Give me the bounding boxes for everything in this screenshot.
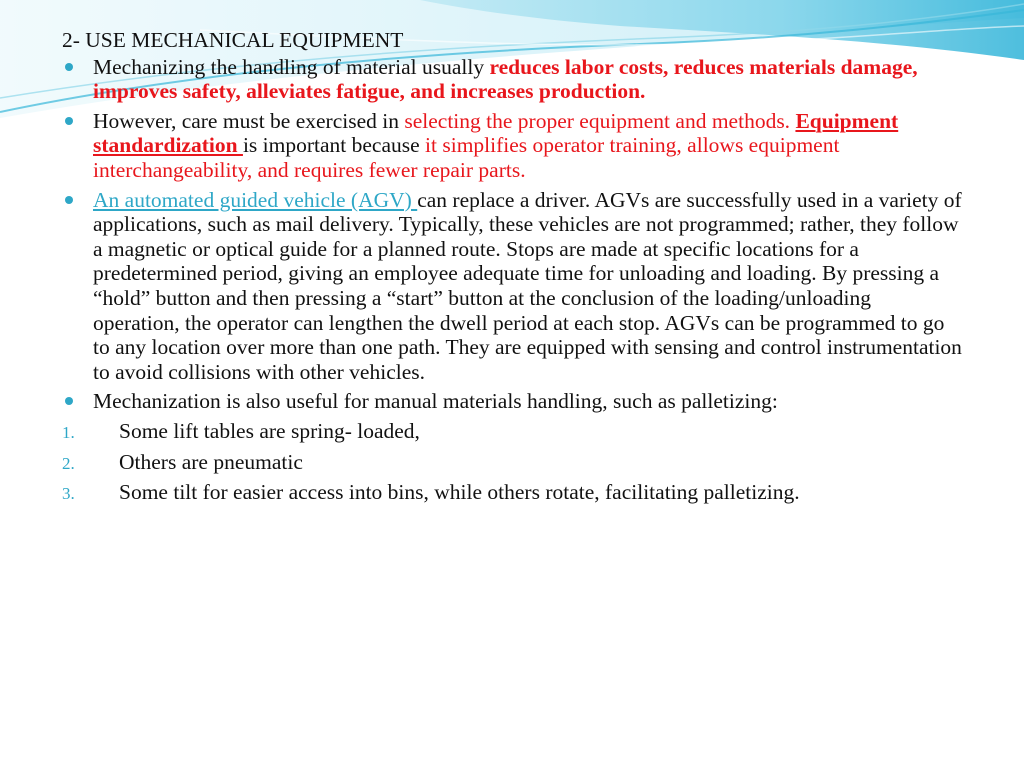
- numbered-text: Others are pneumatic: [119, 449, 303, 474]
- bullet-text: can replace a driver. AGVs are successfully used in a variety of applications, such as mail delivery. Typically, these vehicles are not programmed; rather, they follow a magnetic or optical guide for a planned route. Stops are made at specific locations for a predetermined period, giving an employee adequate time for unloading and loading. By pressing a “hold” button and then pressing a “start” button at the conclusion of the loading/unloading operation, the operator can lengthen the dwell period at each stop. AGVs can be programmed to go to any location over more than one path. They are equipped with sensing and control instrumentation to avoid collisions with other vehicles.: [93, 187, 962, 384]
- bullet-item-care: [62, 109, 962, 183]
- numbered-text: Some tilt for easier access into bins, while others rotate, facilitating palletizing.: [119, 480, 800, 505]
- bullet-item-agv: [62, 188, 962, 385]
- highlight-text: selecting the proper equipment and methods.: [404, 108, 791, 133]
- slide-content: [62, 28, 962, 511]
- bullet-dot-icon: [65, 63, 73, 71]
- numbered-item: [62, 450, 962, 475]
- bullet-text: is important because: [242, 133, 426, 158]
- item-number: 1.: [62, 422, 75, 442]
- agv-link[interactable]: An automated guided vehicle (AGV): [93, 187, 418, 212]
- slide-heading: 2- USE MECHANICAL EQUIPMENT: [62, 28, 404, 52]
- equipment-standardization-link[interactable]: Equipment standardization: [93, 108, 899, 158]
- bullet-item-mechanizing: [62, 55, 962, 104]
- bullet-text: Mechanization is also useful for manual materials handling, such as palletizing:: [93, 389, 778, 414]
- bullet-dot-icon: [65, 196, 73, 204]
- numbered-item: [62, 419, 962, 444]
- bullet-text: However, care must be exercised in: [93, 108, 405, 133]
- bullet-dot-icon: [65, 397, 73, 405]
- bullet-text: Mechanizing the handling of material usually: [93, 54, 490, 79]
- numbered-item: [62, 480, 962, 505]
- bullet-dot-icon: [65, 117, 73, 125]
- item-number: 2.: [62, 453, 75, 473]
- item-number: 3.: [62, 484, 75, 504]
- bullet-item-manual-handling: [62, 389, 962, 414]
- highlight-text: it simplifies operator training, allows equipment interchangeability, and requires fewer repair parts.: [93, 133, 840, 182]
- numbered-text: Some lift tables are spring- loaded,: [119, 418, 420, 443]
- highlight-text: reduces labor costs, reduces materials damage, improves safety, alleviates fatigue, and increases production.: [93, 54, 918, 104]
